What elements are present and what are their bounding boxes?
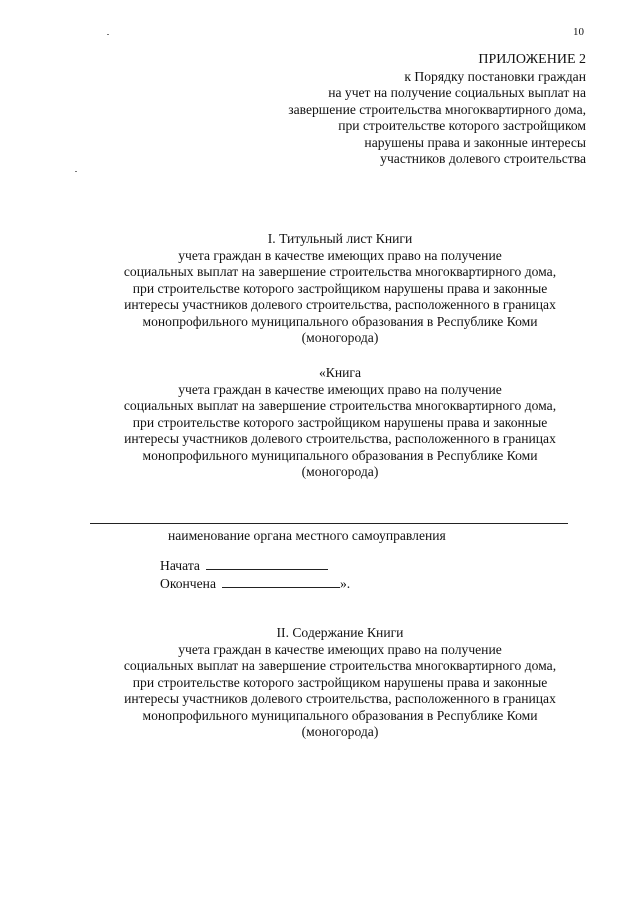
book-line: учета граждан в качестве имеющих право на получение [178,381,502,397]
organ-name-blank-line [90,523,568,524]
book-line: монопрофильного муниципального образования в Республике Коми [142,447,538,463]
book-line: при строительстве которого застройщиком нарушены права и законные [132,414,548,430]
section-heading: II. Содержание Книги [276,625,404,640]
organ-name-caption: наименование органа местного самоуправления [168,528,446,543]
finished-date-row [160,575,350,592]
section-line: (моногорода) [301,724,379,739]
appendix-title: ПРИЛОЖЕНИЕ 2 [478,52,586,67]
page-number: 10 [573,26,584,38]
book-title-block [60,365,620,481]
section-line: интересы участников долевого строительства, расположенного в границах [124,691,556,706]
started-date-blank [206,557,328,570]
section-title-page [60,231,620,347]
section-line: (моногорода) [301,330,379,345]
appendix-line: завершение строительства многоквартирного дома, [288,101,586,117]
appendix-line: нарушены права и законные интересы [364,134,586,150]
finished-date-blank [222,575,340,588]
appendix-line: на учет на получение социальных выплат на [328,85,586,100]
finished-closing-quote: ». [339,576,351,591]
started-date-row [160,557,328,574]
appendix-line: участников долевого строительства [380,151,586,166]
section-line: социальных выплат на завершение строительства многоквартирного дома, [123,264,557,279]
section-line: учета граждан в качестве имеющих право на получение [178,247,502,263]
section-line: монопрофильного муниципального образования в Республике Коми [142,707,538,723]
section-line: интересы участников долевого строительства, расположенного в границах [124,297,556,312]
scan-speck [107,34,109,35]
book-line: социальных выплат на завершение строительства многоквартирного дома, [123,398,557,413]
book-heading: «Книга [318,365,362,380]
book-line: интересы участников долевого строительства, расположенного в границах [124,431,556,446]
appendix-line: к Порядку постановки граждан [404,68,586,84]
section-line: при строительстве которого застройщиком нарушены права и законные [132,674,548,690]
finished-label: Окончена [160,576,216,591]
section-line: при строительстве которого застройщиком нарушены права и законные [132,280,548,296]
book-line: (моногорода) [301,464,379,479]
section-contents [60,625,620,741]
section-line: учета граждан в качестве имеющих право на получение [178,641,502,657]
section-line: монопрофильного муниципального образования в Республике Коми [142,313,538,329]
scan-speck [75,171,77,172]
appendix-line: при строительстве которого застройщиком [338,118,586,133]
started-label: Начата [160,558,200,573]
section-line: социальных выплат на завершение строительства многоквартирного дома, [123,658,557,673]
section-heading: I. Титульный лист Книги [267,231,413,246]
appendix-header [166,52,586,168]
